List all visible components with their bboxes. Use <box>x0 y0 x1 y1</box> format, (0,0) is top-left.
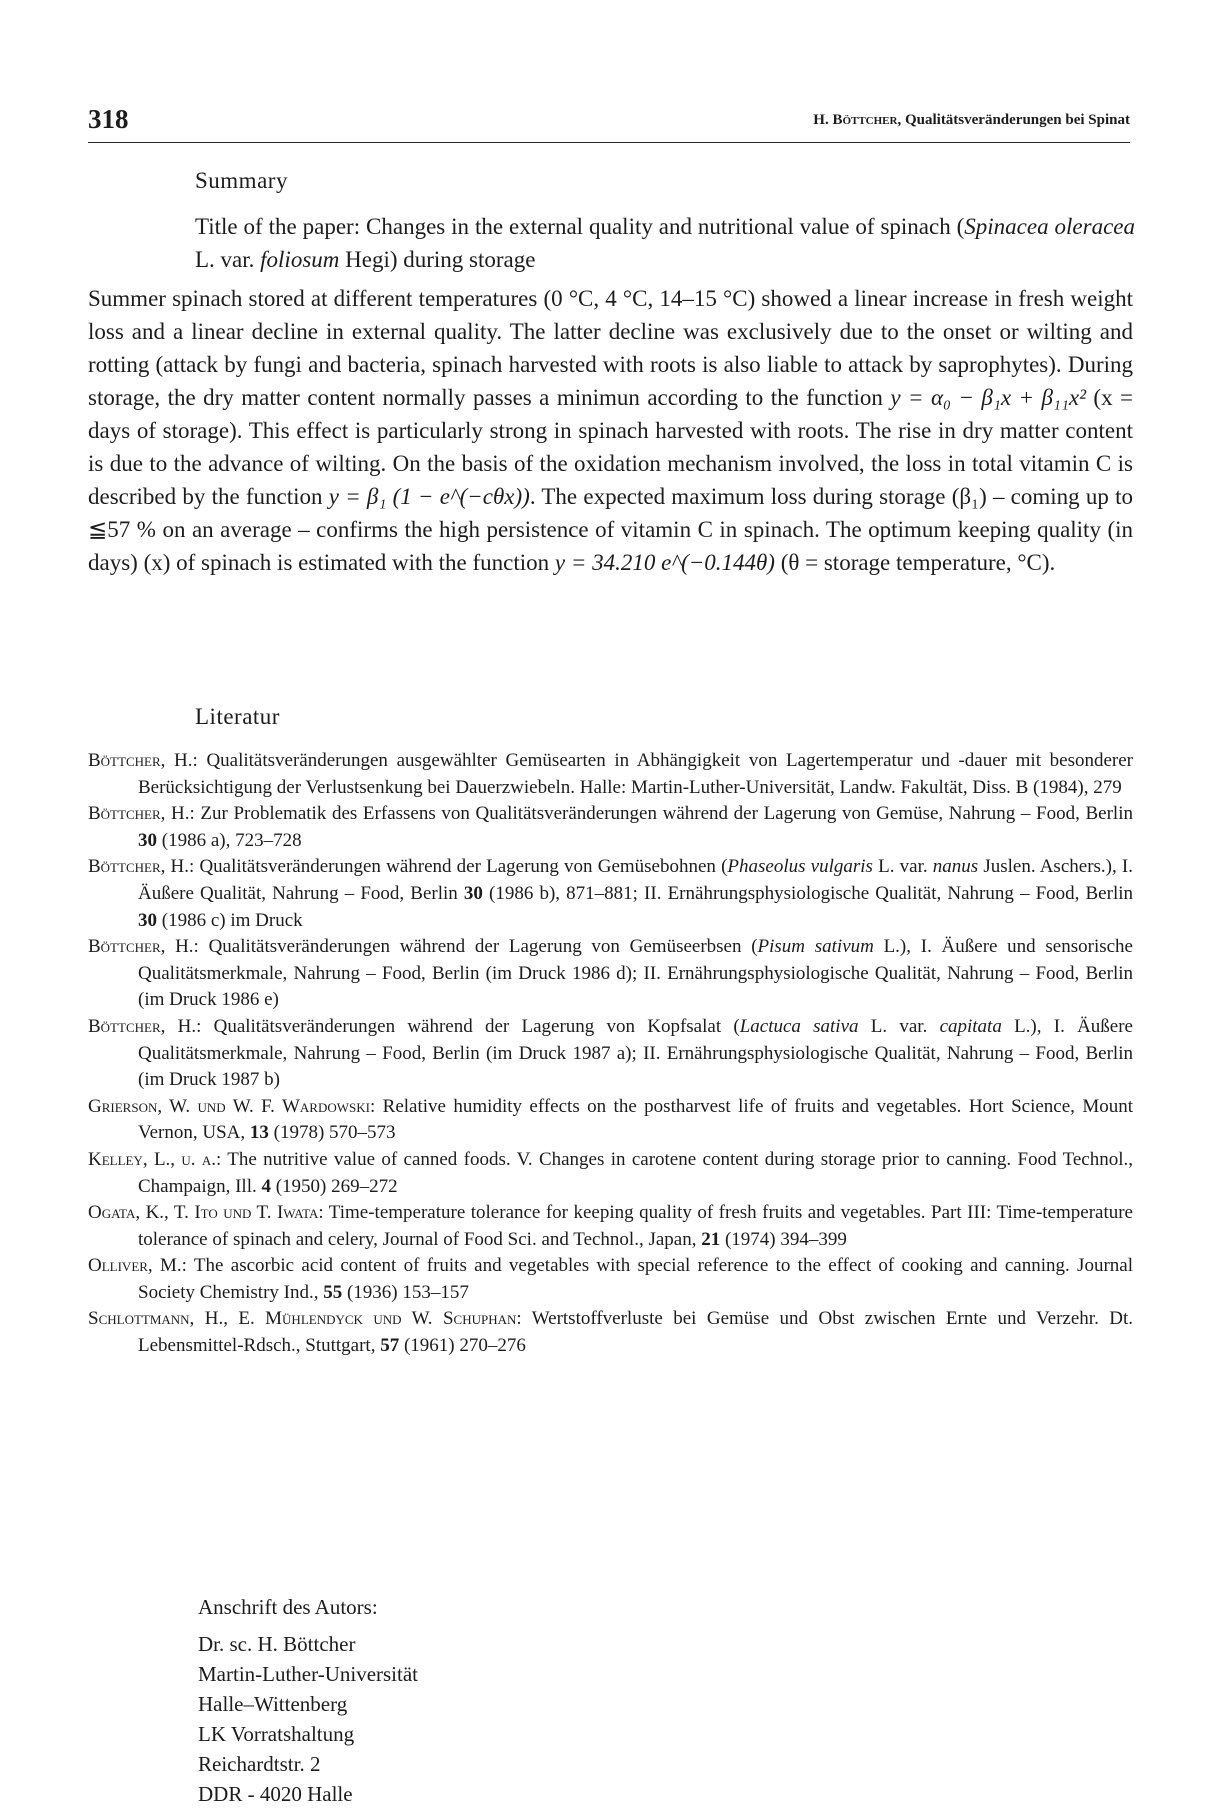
reference-text: The nutritive value of canned foods. V. Changes in carotene content during storage prior to canning. Food Technol., Champaign, Ill. <box>138 1148 1133 1197</box>
reference-latin-name: nanus <box>932 856 979 878</box>
reference-item <box>88 1147 1133 1200</box>
reference-authors: Kelley, L., u. a.: <box>88 1148 222 1170</box>
reference-text: Qualitätsveränderungen während der Lagerung von Gemüseerbsen ( <box>198 936 758 958</box>
page-header <box>88 104 1130 143</box>
reference-authors: Böttcher, H.: <box>88 803 195 825</box>
reference-volume: 30 <box>138 829 157 851</box>
address-line: LK Vorratshaltung <box>198 1722 355 1746</box>
reference-item <box>88 1200 1133 1253</box>
reference-text: Qualitätsveränderungen während der Lagerung von Kopfsalat ( <box>201 1015 740 1037</box>
reference-item <box>88 854 1133 934</box>
reference-authors: Böttcher, H.: <box>88 856 195 878</box>
page-number: 318 <box>88 104 129 134</box>
reference-authors: Schlottmann, H., E. Mühlendyck und W. Schuphan: <box>88 1308 522 1330</box>
formula-vitamin-c: y = β₁ (1 − e^(−cθx)) <box>328 484 530 509</box>
reference-authors: Böttcher, H.: <box>88 750 198 771</box>
summary-heading: Summary <box>195 168 288 193</box>
reference-volume: 57 <box>380 1335 400 1357</box>
reference-text: The ascorbic acid content of fruits and vegetables with special reference to the effect of cooking and canning. Journal Society Chemistry Ind., <box>138 1255 1133 1303</box>
abstract-part-1: Summer spinach stored at different temperatures (0 °C, 4 °C, 14–15 °C) showed a linear increase in fresh weight loss and a linear decline in external quality. The latter decline was exclusively due to the onset or wilting and rotting (attack by fungi and bacteria, spinach harvested with roots is also liable to attack by saprophytes). During storage, the dry matter content normally passes a minimun according to the function <box>88 286 1133 410</box>
reference-volume: 21 <box>701 1228 721 1250</box>
paper-title <box>195 210 1135 276</box>
reference-item <box>88 1014 1133 1094</box>
reference-volume: 13 <box>249 1122 269 1144</box>
reference-text: L. var. <box>872 856 933 878</box>
address-line: Halle–Wittenberg <box>198 1692 348 1716</box>
reference-volume: 30 <box>138 909 157 931</box>
reference-text: L.), I. Äußere und sensorische Qualitätsmerkmale, Nahrung – Food, Berlin (im Druck 1986 d); II. Ernährungsphysiologische Qualität, Nahrung – Food, Berlin (im Druck 1986 e) <box>138 936 1133 1011</box>
reference-text: Zur Problematik des Erfassens von Qualitätsveränderungen während der Lagerung von Gemüse, Nahrung – Food, Berlin <box>194 803 1133 825</box>
reference-item <box>88 934 1133 1014</box>
reference-text: (1950) 269–272 <box>270 1175 398 1197</box>
reference-text: L.), I. Äußere Qualitätsmerkmale, Nahrung – Food, Berlin (im Druck 1987 a); II. Ernährungsphysiologische Qualität, Nahrung – Food, Berlin (im Druck 1987 b) <box>138 1015 1133 1091</box>
address-heading: Anschrift des Autors: <box>198 1595 378 1619</box>
title-variety: foliosum <box>260 247 340 272</box>
title-mid: L. var. <box>195 247 261 272</box>
running-head-author: H. Böttcher <box>813 112 898 128</box>
address-line: Martin-Luther-Universität <box>198 1662 419 1686</box>
reference-volume: 30 <box>463 882 483 904</box>
formula-dry-matter: y = α₀ − β₁x + β₁₁x² <box>890 385 1086 410</box>
reference-text: Qualitätsveränderungen während der Lagerung von Gemüsebohnen ( <box>194 856 728 878</box>
abstract <box>88 282 1133 579</box>
running-head <box>813 112 1130 129</box>
reference-text: Time-temperature tolerance for keeping quality of fresh fruits and vegetables. Part III: Time-temperature tolerance of spinach and celery, Journal of Food Sci. and Technol., Japan, <box>138 1202 1133 1250</box>
reference-text: (1974) 394–399 <box>720 1228 847 1250</box>
author-address <box>198 1592 418 1809</box>
title-latin-name: Spinacea oleracea <box>964 214 1135 239</box>
reference-authors: Böttcher, H.: <box>88 1015 202 1037</box>
abstract-part-3: . The expected maximum loss during storage (β₁) – coming up to ≦57 % on an average – confirms the high persistence of vitamin C in spinach. The optimum keeping quality (in days) (x) of spinach is estimated with the function <box>88 484 1133 575</box>
reference-item <box>88 1253 1133 1306</box>
reference-item <box>88 1306 1133 1359</box>
literature-heading: Literatur <box>195 704 280 729</box>
reference-volume: 4 <box>261 1175 271 1197</box>
reference-text: Wertstoffverluste bei Gemüse und Obst zwischen Ernte und Verzehr. Dt. Lebensmittel-Rdsch., Stuttgart, <box>138 1308 1133 1357</box>
reference-authors: Ogata, K., T. Ito und T. Iwata: <box>88 1202 324 1224</box>
reference-text: Qualitätsveränderungen ausgewählter Gemüsearten in Abhängigkeit von Lagertemperatur und -dauer mit besonderer Berücksichtigung der Verlustsenkung bei Dauerzwiebeln. Halle: Martin-Luther-Universität, Landw. Fakultät, Diss. B (1984), 279 <box>138 750 1133 798</box>
reference-latin-name: Pisum sativum <box>757 936 874 958</box>
reference-text: (1986 a), 723–728 <box>157 829 302 851</box>
address-line: Dr. sc. H. Böttcher <box>198 1632 356 1656</box>
abstract-part-2: (x = days of storage). This effect is particularly strong in spinach harvested with roots. The rise in dry matter content is due to the advance of wilting. On the basis of the oxidation mechanism involved, the loss in total vitamin C is described by the function <box>88 385 1133 509</box>
reference-text: (1986 b), 871–881; II. Ernährungsphysiologische Qualität, Nahrung – Food, Berlin <box>482 882 1133 904</box>
title-suffix: Hegi) during storage <box>339 247 536 272</box>
reference-authors: Olliver, M.: <box>88 1255 187 1277</box>
reference-text: (1978) 570–573 <box>268 1122 396 1144</box>
reference-latin-name: Lactuca sativa <box>739 1015 859 1037</box>
reference-item <box>88 801 1133 854</box>
reference-text: Juslen. Aschers.), I. Äußere Qualität, Nahrung – Food, Berlin <box>138 856 1133 904</box>
formula-keeping-quality: y = 34.210 e^(−0.144θ) <box>554 550 775 575</box>
reference-text: (1961) 270–276 <box>399 1335 526 1357</box>
reference-item <box>88 748 1133 801</box>
reference-authors: Grierson, W. und W. F. Wardowski: <box>88 1095 376 1117</box>
reference-authors: Böttcher, H.: <box>88 936 199 958</box>
reference-text: Relative humidity effects on the postharvest life of fruits and vegetables. Hort Science, Mount Vernon, USA, <box>138 1095 1133 1144</box>
running-head-title: , Qualitätsveränderungen bei Spinat <box>897 112 1130 128</box>
reference-list <box>88 748 1133 1360</box>
reference-item <box>88 1094 1133 1147</box>
reference-text: (1986 c) im Druck <box>157 909 303 931</box>
reference-latin-name: capitata <box>939 1015 1002 1037</box>
reference-text: L. var. <box>858 1015 940 1037</box>
abstract-part-4: (θ = storage temperature, °C). <box>774 550 1056 575</box>
address-line: Reichardtstr. 2 <box>198 1752 321 1776</box>
reference-latin-name: Phaseolus vulgaris <box>727 856 873 878</box>
address-line: DDR - 4020 Halle <box>198 1782 353 1806</box>
title-prefix: Title of the paper: Changes in the external quality and nutritional value of spinach ( <box>195 214 965 239</box>
reference-volume: 55 <box>323 1281 343 1303</box>
reference-text: (1936) 153–157 <box>342 1281 469 1303</box>
